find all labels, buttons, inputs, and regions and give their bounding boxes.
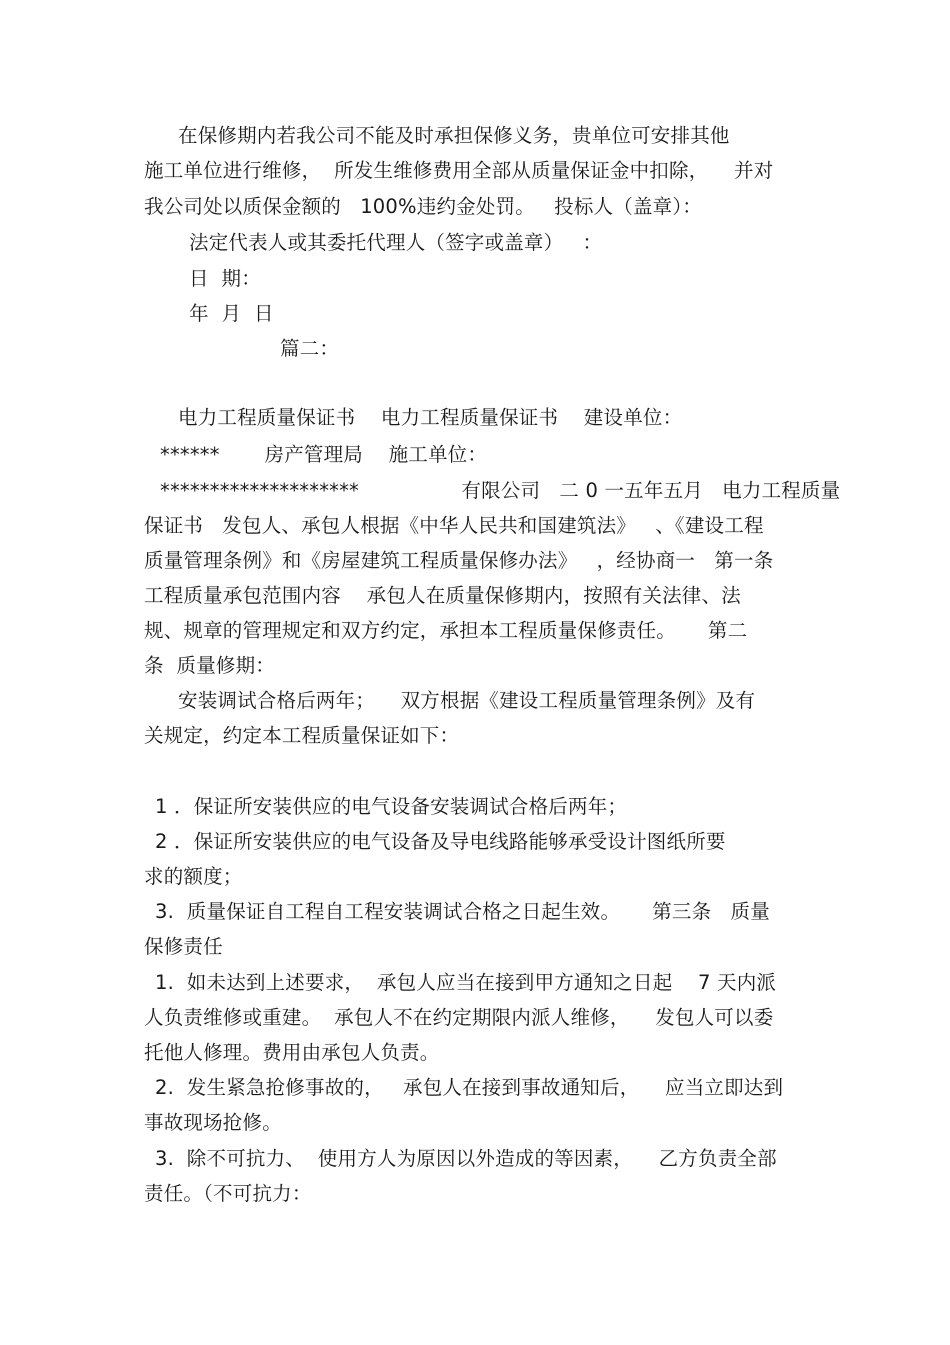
text-line: 安装调试合格后两年； 双方根据《建设工程质量管理条例》及有 xyxy=(178,689,756,712)
text-line: 托他人修理。费用由承包人负责。 xyxy=(144,1041,440,1064)
text-line: 施工单位进行维修， 所发生维修费用全部从质量保证金中扣除， 并对 xyxy=(144,159,774,182)
list-item: 1 ．保证所安装供应的电气设备安装调试合格后两年； xyxy=(155,795,628,818)
text-line: 年 月 日 xyxy=(189,302,274,325)
text-line: 质量管理条例》和《房屋建筑工程质量保修办法》 ，经协商一 第一条 xyxy=(144,549,774,572)
text-line: 法定代表人或其委托代理人（签字或盖章） ： xyxy=(189,231,603,254)
list-item: 1. 如未达到上述要求， 承包人应当在接到甲方通知之日起 7 天内派 xyxy=(155,971,777,994)
list-item: 2 ．保证所安装供应的电气设备及导电线路能够承受设计图纸所要 xyxy=(155,830,726,853)
text-line: 日 期： xyxy=(189,267,261,290)
text-line: ****** 房产管理局 施工单位： xyxy=(160,443,488,466)
section-heading: 篇二： xyxy=(280,337,340,360)
text-line: 事故现场抢修。 xyxy=(144,1111,282,1134)
text-line: 我公司处以质保金额的 100%违约金处罚。 投标人（盖章）： xyxy=(144,195,702,218)
list-item: 3. 质量保证自工程自工程安装调试合格之日起生效。 第三条 质量 xyxy=(155,900,770,923)
text-line: 电力工程质量保证书 电力工程质量保证书 建设单位： xyxy=(178,406,683,429)
text-line: 关规定，约定本工程质量保证如下： xyxy=(144,724,460,747)
text-line: ******************** 有限公司 二 0 一五年五月 电力工程质量 xyxy=(160,479,841,502)
list-item: 3. 除不可抗力、 使用方人为原因以外造成的等因素， 乙方负责全部 xyxy=(155,1147,777,1170)
text-line: 人负责维修或重建。 承包人不在约定期限内派人维修， 发包人可以委 xyxy=(144,1006,774,1029)
text-line: 责任。（不可抗力： xyxy=(144,1182,312,1205)
list-item: 2. 发生紧急抢修事故的， 承包人在接到事故通知后， 应当立即达到 xyxy=(155,1076,784,1099)
text-line: 保证书 发包人、承包人根据《中华人民共和国建筑法》 、《建设工程 xyxy=(144,514,764,537)
text-line: 求的额度； xyxy=(144,865,243,888)
text-line: 规、规章的管理规定和双方约定，承担本工程质量保修责任。 第二 xyxy=(144,619,748,642)
text-line: 工程质量承包范围内容 承包人在质量保修期内，按照有关法律、法 xyxy=(144,584,741,607)
text-line: 在保修期内若我公司不能及时承担保修义务，贵单位可安排其他 xyxy=(178,124,730,147)
text-line: 保修责任 xyxy=(144,935,223,958)
text-line: 条 质量修期： xyxy=(144,654,275,677)
